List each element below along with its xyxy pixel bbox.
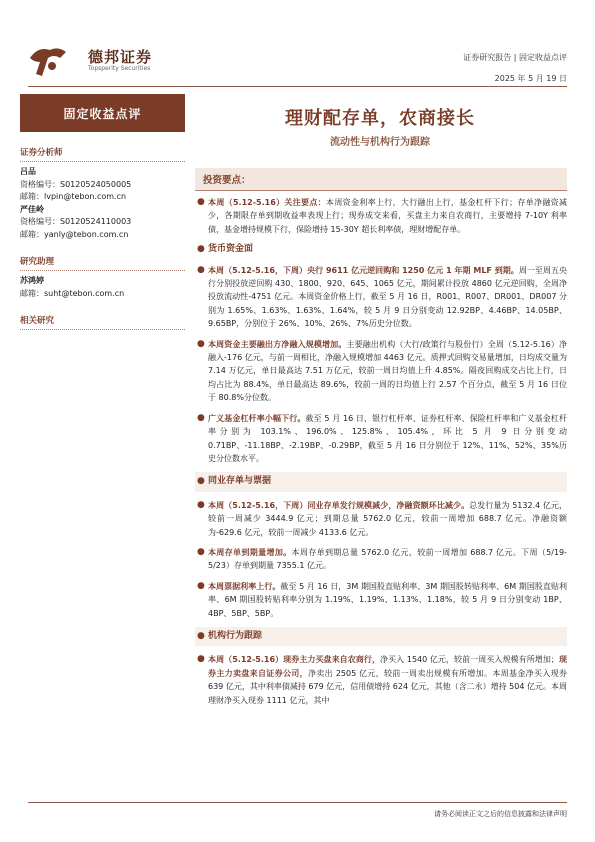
- paragraph-text: 净买入 1540 亿元，较前一周买入规模有所增加；: [380, 655, 559, 665]
- section-heading: [195, 627, 567, 646]
- bullet-icon: ●: [197, 476, 205, 487]
- analyst-section-title: 证券分析师: [20, 146, 185, 162]
- paragraph-text-2: 净卖出 2505 亿元，较前一周卖出规模有所增加。本周基金净买入现券 639 亿元，其中利率债减持 679 亿元，信用债增持 624 亿元，其他（含二永）增持 504 亿元。本周理财净买入现券 1111 亿元，其中: [208, 668, 567, 705]
- logo-text: 德邦证券: [88, 48, 153, 66]
- bullet-icon: ●: [197, 546, 205, 557]
- page-title: 理财配存单，农商接长: [285, 108, 475, 129]
- bullet-icon: ●: [197, 630, 205, 641]
- paragraph: [195, 196, 567, 236]
- bullet-icon: ●: [197, 580, 205, 591]
- paragraph-text: 截至 5 月 16 日，3M 期国股直贴利率、3M 期国股转贴利率、6M 期国股直贴利率、6M 期国股转贴利率分别为 1.19%、1.19%、1.13%、1.18%，较 5 月 9 日分别变动 1BP、4BP、5BP、5BP。: [208, 581, 568, 618]
- paragraph-lead: 本周票据利率上行。: [208, 581, 281, 591]
- page-subtitle: 流动性与机构行为跟踪: [330, 137, 430, 148]
- bullet-icon: ●: [197, 499, 205, 510]
- analyst-email[interactable]: 邮箱：lvpin@tebon.com.cn: [20, 192, 127, 201]
- paragraph-lead: 广义基金杠杆率小幅下行。: [208, 413, 306, 423]
- paragraph: [195, 412, 567, 466]
- sidebar-banner: 固定收益点评: [20, 94, 185, 132]
- assistant-section-title: 研究助理: [20, 255, 185, 271]
- analyst-name: 严佳岭: [20, 204, 44, 214]
- report-date: 2025 年 5 月 19 日: [494, 74, 567, 83]
- analyst-cert: 资格编号：S0120524050005: [20, 179, 132, 189]
- bullet-icon: ●: [197, 244, 205, 255]
- bullet-icon: ●: [197, 412, 205, 423]
- paragraph-text: 主要融出机构（大行/政策行与股份行）全周（5.12-5.16）净融入-176 亿元，与前一周相比，净融入规模增加 4463 亿元。质押式回购交易量增加，日均成交量为 7.14 万亿元，单日最高达 7.51 万亿元，较前一周日均值上升 4.85%。隔夜回购成交占比上行，日均占比为 88.4%，单日最高达 89.6%，较前一周的日均值上行 2.57 个百分点，截至 5 月 16 日位于 80.8%分位数。: [208, 339, 567, 403]
- paragraph-text: 截至 5 月 16 日，银行杠杆率、证券杠杆率、保险杠杆率和广义基金杠杆率分别为 103.1%、196.0%、125.8%、105.4%，环比 5 月 9 日分别变动 0.71BP、-11.18BP、-2.19BP、-0.29BP，截至 5 月 16 日分别位于 12%、11%、52%、35%历史分位数水平。: [208, 413, 567, 463]
- paragraph-lead: 本周资金主要融出方净融入规模增加。: [208, 339, 347, 349]
- analyst-section: [20, 146, 185, 241]
- logo-subtext: Topsperity Securities: [88, 65, 151, 72]
- bullet-icon: ●: [197, 197, 205, 207]
- sidebar: [20, 94, 185, 334]
- paragraph-lead: 本周（5.12-5.16）现券主力买盘来自农商行，: [208, 655, 381, 665]
- bullet-icon: ●: [197, 338, 205, 349]
- paragraph-lead: 本周存单到期量增加。: [208, 547, 292, 557]
- paragraph: [195, 264, 567, 331]
- footer-disclaimer: 请务必阅读正文之后的信息披露和法律声明: [434, 810, 567, 818]
- assistant-name: 苏鸿婷: [20, 276, 44, 285]
- paragraph-lead: 本周（5.12-5.16，下周）央行 9611 亿元逆回购和 1250 亿元 1 年期 MLF 到期。: [208, 265, 519, 275]
- analyst-name: 吕品: [20, 167, 36, 176]
- footer-divider: [28, 802, 567, 803]
- bullet-icon: ●: [197, 654, 205, 665]
- section-heading: [195, 472, 567, 491]
- report-type: 证券研究报告 | 固定收益点评: [463, 53, 567, 62]
- paragraph: [195, 653, 567, 707]
- bullet-icon: ●: [197, 264, 205, 275]
- paragraph: [195, 546, 567, 573]
- analyst-email[interactable]: 邮箱：yanly@tebon.com.cn: [20, 229, 129, 239]
- key-points-title: 投资要点：: [203, 175, 251, 186]
- section-title: 同业存单与票据: [208, 476, 272, 487]
- key-points-bar: [195, 168, 567, 191]
- paragraph-text: 总发行量为 5132.4 亿元，较前一周减少 3444.9 亿元；到期总量 5762.0 亿元，较前一周增加 688.7 亿元。净融资额为-629.6 亿元，较前一周减少 4133.6 亿元。: [208, 500, 568, 537]
- paragraph-text: 本周资金利率上行，大行融出上行，基金杠杆下行；存单净融资减少，各期限存单到期收益率表现上行；现券成交来看，买盘主力来自农商行，主要增持 7-10Y 利率债，基金增持规模下行，保险增持 15-30Y 超长利率债，理财增配存单。: [208, 198, 568, 234]
- analyst-cert: 资格编号：S0120524110003: [20, 217, 132, 226]
- paragraph: [195, 499, 567, 539]
- assistant-section: [20, 255, 185, 300]
- paragraph-lead: 本周（5.12-5.16，下周）同业存单发行规模减少，净融资额环比减少。: [208, 500, 470, 510]
- paragraph: [195, 580, 567, 620]
- related-section-title: 相关研究: [20, 314, 185, 330]
- paragraph-text: 本周存单到期总量 5762.0 亿元，较前一周增加 688.7 亿元。下周（5/19-5/23）存单到期量 7355.1 亿元。: [208, 547, 568, 571]
- section-title: 货币资金面: [208, 244, 254, 255]
- main-content: [195, 196, 567, 714]
- header-divider: [28, 86, 567, 87]
- paragraph-text: 周一至周五央行分别投放逆回购 430、1800、920、645、1065 亿元，期间累计投放 4860 亿元逆回购，全周净投放流动性-4751 亿元。本周资金价格上行，截至 5 月 16 日，R001、R007、DR001、DR007 分别为 1.65%、1.63%、1.63%、1.64%，较 5 月 9 日分别变动 12.92BP、4.46BP、14.05BP、9.65BP，分别位于 26%、10%、26%、7%历史分位数。: [208, 265, 568, 329]
- related-section: [20, 314, 185, 330]
- paragraph-lead: 本周（5.12-5.16）关注要点：: [208, 198, 327, 207]
- section-title: 机构行为跟踪: [208, 630, 263, 641]
- assistant-email[interactable]: 邮箱：suht@tebon.com.cn: [20, 288, 125, 298]
- section-heading: [195, 243, 567, 256]
- paragraph: [195, 338, 567, 405]
- paragraph-lead-2: 现券主力卖盘来自证券公司，: [208, 655, 567, 678]
- company-logo-icon: [28, 44, 68, 78]
